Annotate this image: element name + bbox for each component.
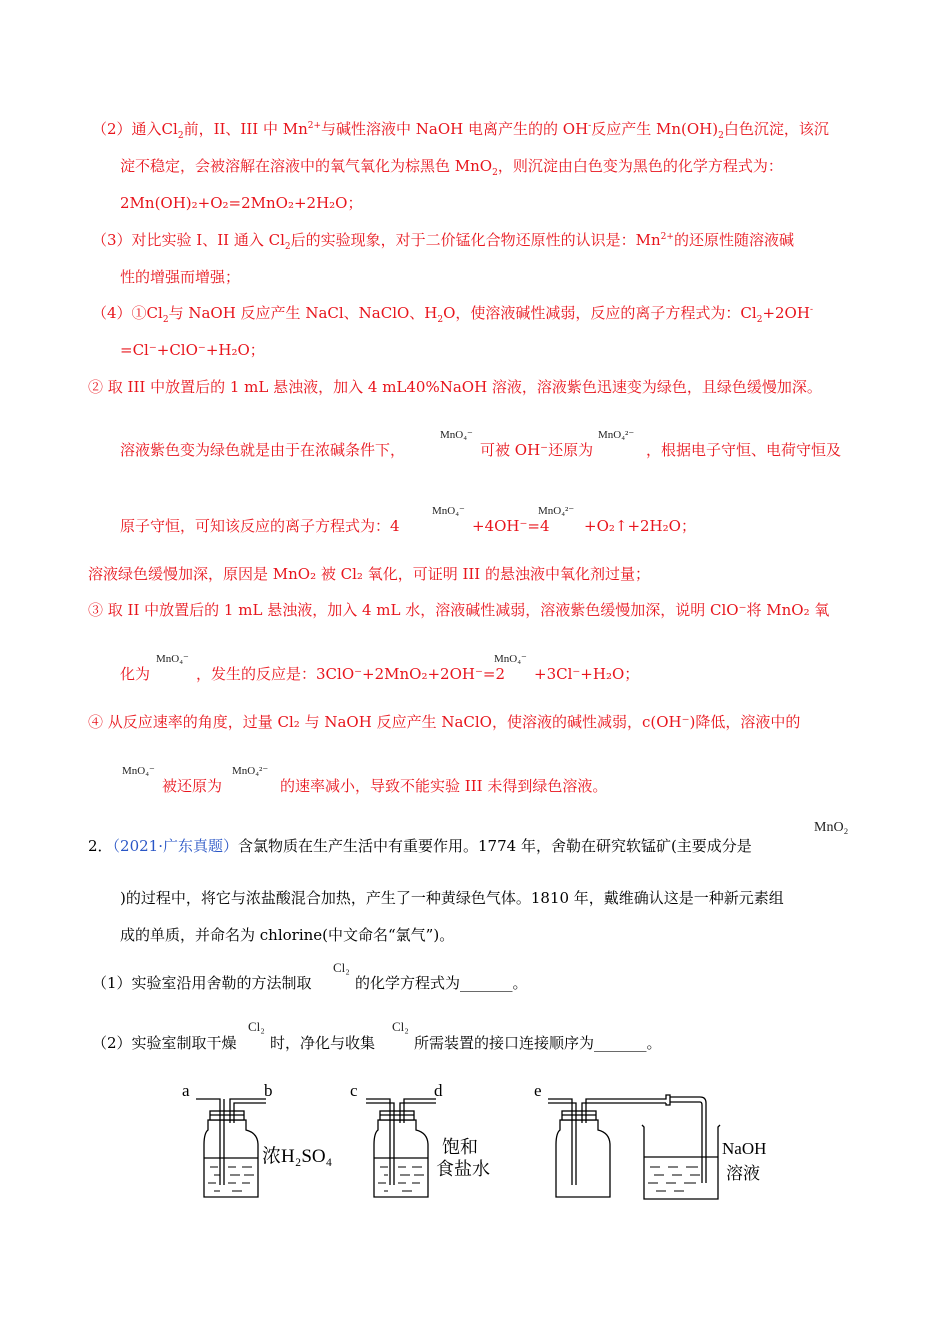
port-d-label: d <box>434 1081 443 1100</box>
ion-mno2: MnO₂ <box>814 820 849 835</box>
question-source: （2021·广东真题） <box>112 837 238 855</box>
answer-line-4b: =Cl⁻+ClO⁻+H₂O； <box>120 341 265 359</box>
ion-mno4-2minus: MnO₄²⁻ <box>538 505 575 517</box>
answer-line-2c: 2Mn(OH)₂+O₂=2MnO₂+2H₂O； <box>120 194 363 212</box>
ion-mno4-minus: MnO₄⁻ <box>432 505 465 517</box>
reagent-label-brine-line2: 食盐水 <box>436 1159 490 1179</box>
answer-step-3-line2c: +3Cl⁻+H₂O； <box>534 665 640 683</box>
answer-step-4-line2b: 的速率减小，导致不能实验 III 未得到绿色溶液。 <box>280 777 608 795</box>
answer-step-3-line2b: ，发生的反应是：3ClO⁻+2MnO₂+2OH⁻=2 <box>196 665 505 683</box>
question-2-line3: 成的单质，并命名为 chlorine(中文命名“氯气”)。 <box>120 926 455 944</box>
port-b-label: b <box>264 1081 273 1100</box>
reagent-label-brine-line1: 饱和 <box>442 1137 478 1157</box>
port-c-label: c <box>350 1081 358 1100</box>
answer-step-4: ④ 从反应速率的角度，过量 Cl₂ 与 NaOH 反应产生 NaClO，使溶液的碱性减弱，c(OH⁻)降低，溶液中的 <box>88 713 801 731</box>
question-2-part2c: 所需装置的接口连接顺序为_______。 <box>414 1034 662 1052</box>
answer-step-2-line3c: +O₂↑+2H₂O； <box>584 517 696 535</box>
ion-mno4-2minus: MnO₄²⁻ <box>598 429 635 441</box>
ion-mno4-minus: MnO₄⁻ <box>494 653 527 665</box>
answer-line-3b: 性的增强而增强； <box>120 268 241 286</box>
ion-cl2: Cl₂ <box>392 1019 409 1034</box>
answer-step-3: ③ 取 II 中放置后的 1 mL 悬浊液，加入 4 mL 水，溶液碱性减弱，溶液紫色缓慢加深，说明 ClO⁻将 MnO₂ 氧 <box>88 601 830 619</box>
answer-step-2: ② 取 III 中放置后的 1 mL 悬浊液，加入 4 mL40%NaOH 溶液，溶液紫色迅速变为绿色，且绿色缓慢加深。 <box>88 378 822 396</box>
question-2-part2b: 时，净化与收集 <box>270 1034 376 1052</box>
ion-mno4-2minus: MnO₄²⁻ <box>232 765 269 777</box>
answer-step-2-line3b: +4OH⁻=4 <box>472 517 550 535</box>
port-a-label: a <box>182 1081 190 1100</box>
answer-step-2-line2b: 可被 OH⁻还原为 <box>480 441 594 459</box>
answer-step-4-line2a: 被还原为 <box>162 777 223 795</box>
ion-cl2: Cl₂ <box>333 960 350 975</box>
answer-line-4a: $(4)①Cl_2$与 NaOH 反应产生 NaCl、NaClO、$H_2O$，使溶液碱性减弱，反应的离子方程式为：$Cl_2+2OH^-$ <box>92 304 813 325</box>
question-2-part2a: （2）实验室制取干燥 <box>92 1034 237 1052</box>
answer-step-2-line2c: ，根据电子守恒、电荷守恒及 <box>646 441 842 459</box>
answer-step-3-line2a: 化为 <box>120 665 151 683</box>
ion-mno4-minus: MnO₄⁻ <box>122 765 155 777</box>
question-number: 2． <box>88 837 113 855</box>
question-2-line2: )的过程中，将它与浓盐酸混合加热，产生了一种黄绿色气体。1810 年，戴维确认这是一种新元素组 <box>120 889 784 907</box>
answer-step-2-line2a: 溶液紫色变为绿色就是由于在浓碱条件下， <box>120 441 406 459</box>
question-2-part1b: 的化学方程式为_______。 <box>355 974 528 992</box>
reagent-label-naoh-line2: 溶液 <box>726 1164 760 1183</box>
ion-mno4-minus: MnO₄⁻ <box>156 653 189 665</box>
answer-step-2-line3a: 原子守恒，可知该反应的离子方程式为：4 <box>120 517 400 535</box>
answer-line-2b: 淀不稳定，会被溶解在溶液中的氧气氧化为棕黑色 MnO$_2$，则沉淀由白色变为黑色的化学方程式为： <box>120 157 783 178</box>
answer-line-3a: （3）对比实验 I、II 通入 $Cl_2$后的实验现象，对于二价锰化合物还原性的认识是：$Mn^{2+}$的还原性随溶液碱 <box>92 231 794 252</box>
reagent-label-naoh-line1: NaOH <box>722 1139 767 1158</box>
answer-line-2a: （2）通入$Cl_2$前，II、III 中 $Mn^{2+}$与碱性溶液中 NaOH 电离产生的的 OH-反应产生 $Mn(OH)_2$白色沉淀，该沉 <box>92 120 829 141</box>
answer-step-2-line4: 溶液绿色缓慢加深，原因是 MnO₂ 被 Cl₂ 氧化，可证明 III 的悬浊液中氧化剂过量； <box>88 565 651 583</box>
question-2-part1a: （1）实验室沿用舍勒的方法制取 <box>92 974 312 992</box>
ion-cl2: Cl₂ <box>248 1019 265 1034</box>
reagent-label-h2so4: 浓H₂SO₄ <box>262 1146 333 1167</box>
port-e-label: e <box>534 1081 542 1100</box>
question-2-line1: 2．（2021·广东真题）含氯物质在生产生活中有重要作用。1774 年，舍勒在研究软锰矿(主要成分是 <box>88 837 752 855</box>
apparatus-diagram <box>170 1075 790 1210</box>
ion-mno4-minus: MnO₄⁻ <box>440 429 473 441</box>
